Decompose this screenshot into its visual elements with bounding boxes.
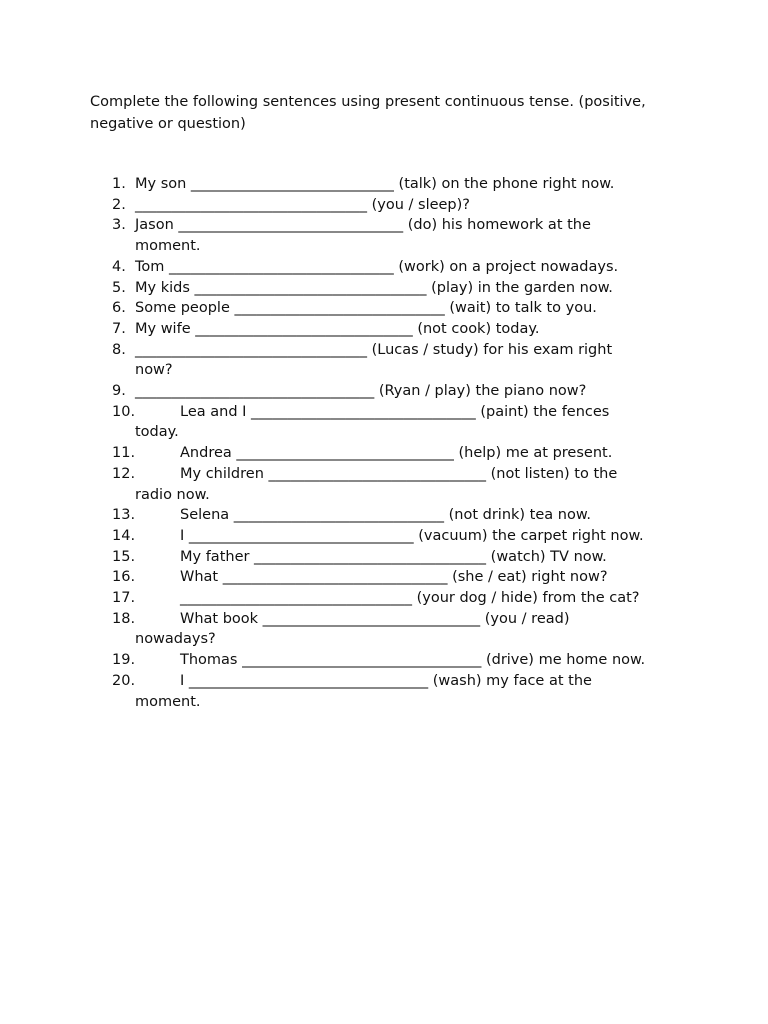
item-number: 15.	[112, 548, 136, 565]
item-sentence-continuation: moment.	[135, 238, 201, 255]
item-sentence: Thomas _________________________________ (drive) me home now.	[180, 652, 646, 669]
exercise-item	[0, 526, 768, 547]
exercise-item	[0, 588, 768, 609]
item-sentence: My son ____________________________ (talk) on the phone right now.	[135, 176, 615, 192]
exercise-item	[0, 547, 768, 568]
item-sentence: Tom _______________________________ (work) on a project nowadays.	[135, 258, 619, 275]
item-number: 12.	[112, 465, 136, 482]
exercise-list	[0, 174, 768, 712]
item-sentence: Selena _____________________________ (not drink) tea now.	[180, 507, 591, 524]
item-number: 7.	[112, 320, 126, 337]
item-sentence: What _______________________________ (she / eat) right now?	[180, 569, 608, 586]
item-number: 14.	[112, 527, 136, 544]
exercise-item	[0, 195, 768, 216]
item-sentence: ________________________________ (you / sleep)?	[135, 196, 470, 213]
exercise-item	[0, 505, 768, 526]
item-number: 4.	[112, 258, 126, 275]
exercise-item	[0, 443, 768, 464]
item-number: 3.	[112, 217, 126, 234]
exercise-item	[0, 298, 768, 319]
item-number: 9.	[112, 383, 126, 400]
exercise-item	[0, 340, 768, 381]
item-number: 18.	[112, 610, 136, 627]
item-number: 20.	[112, 672, 136, 689]
item-sentence: Andrea ______________________________ (help) me at present.	[180, 445, 613, 462]
item-sentence: My kids ________________________________ (play) in the garden now.	[135, 279, 613, 296]
item-number: 8.	[112, 341, 126, 358]
exercise-item	[0, 174, 768, 195]
item-sentence: What book ______________________________ (you / read)	[180, 610, 570, 627]
exercise-item	[0, 319, 768, 340]
item-number: 13.	[112, 507, 136, 524]
exercise-item	[0, 464, 768, 505]
item-sentence: Lea and I _______________________________ (paint) the fences	[180, 403, 610, 420]
item-sentence: Some people _____________________________ (wait) to talk to you.	[135, 300, 597, 317]
exercise-item	[0, 278, 768, 299]
item-number: 19.	[112, 652, 136, 669]
item-sentence: ________________________________ (your dog / hide) from the cat?	[180, 590, 640, 607]
item-sentence-continuation: today.	[135, 424, 179, 441]
item-sentence-continuation: radio now.	[135, 486, 210, 503]
exercise-item	[0, 257, 768, 278]
exercise-item	[0, 671, 768, 712]
item-sentence-continuation: moment.	[135, 693, 201, 710]
item-sentence: My father ________________________________ (watch) TV now.	[180, 548, 607, 565]
item-sentence: ________________________________ (Lucas / study) for his exam right	[135, 341, 613, 358]
item-sentence: I _______________________________ (vacuum) the carpet right now.	[180, 527, 644, 544]
item-sentence: My children ______________________________ (not listen) to the	[180, 465, 618, 482]
item-sentence: _________________________________ (Ryan / play) the piano now?	[135, 383, 587, 400]
item-sentence: My wife ______________________________ (not cook) today.	[135, 320, 540, 337]
item-number: 5.	[112, 279, 126, 296]
item-sentence: Jason _______________________________ (do) his homework at the	[135, 217, 591, 234]
exercise-item	[0, 609, 768, 650]
item-number: 16.	[112, 569, 136, 586]
item-number: 17.	[112, 590, 136, 607]
exercise-item	[0, 402, 768, 443]
item-number: 11.	[112, 445, 136, 462]
item-number: 2.	[112, 196, 126, 213]
item-number: 6.	[112, 300, 126, 317]
item-sentence-continuation: nowadays?	[135, 631, 216, 648]
item-number: 10.	[112, 403, 136, 420]
exercise-item	[0, 381, 768, 402]
exercise-item	[0, 650, 768, 671]
item-sentence: I _________________________________ (wash) my face at the	[180, 672, 592, 689]
item-number: 1.	[112, 176, 126, 192]
item-sentence-continuation: now?	[135, 362, 173, 379]
exercise-item	[0, 567, 768, 588]
instructions-text: Complete the following sentences using present continuous tense. (positive, negative or question)	[90, 94, 646, 132]
exercise-item	[0, 215, 768, 256]
